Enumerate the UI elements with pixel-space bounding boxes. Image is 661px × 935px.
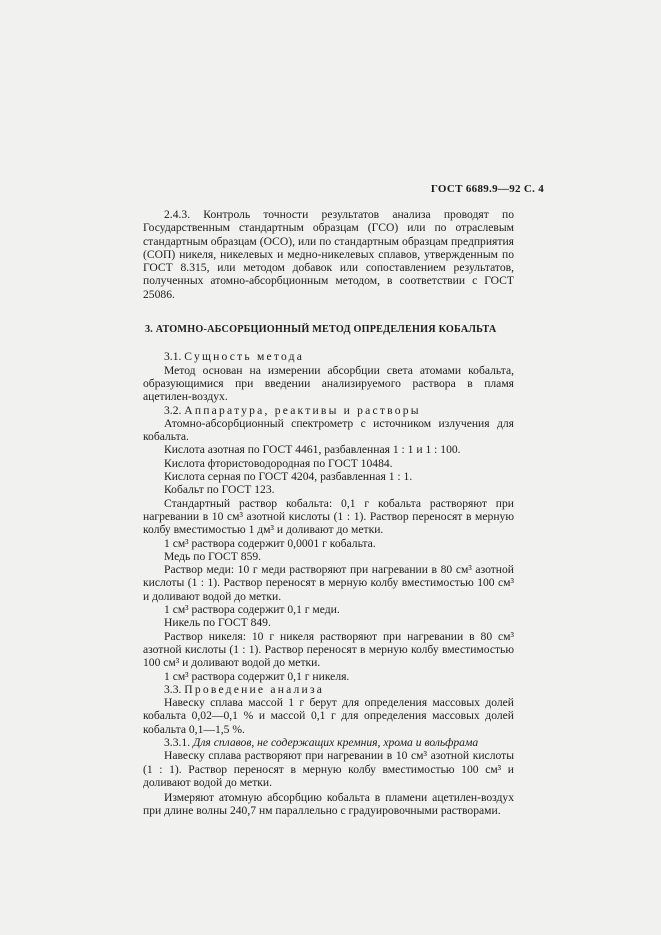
subsection-3-2-title: Аппаратура, реактивы и растворы [184, 403, 421, 417]
subsection-3-2-number: 3.2. [164, 403, 182, 417]
subsection-3-3-text: Навеску сплава массой 1 г берут для определения массовых долей кобальта 0,02—0,1 % и массой 0,1 г для определения массовых долей кобальта 0,1—1,5 %. [143, 696, 514, 736]
subsection-3-3-1-number: 3.3.1. [164, 735, 191, 749]
subsection-3-3-heading [143, 683, 514, 696]
procedure-item: Измеряют атомную абсорбцию кобальта в пламени ацетилен-воздух при длине волны 240,7 нм параллельно с градуировочными растворами. [143, 791, 514, 818]
document-body [143, 208, 514, 818]
reagent-item: 1 см³ раствора содержит 0,1 г меди. [164, 603, 340, 617]
procedure-item: Навеску сплава растворяют при нагревании в 10 см³ азотной кислоты (1 : 1). Раствор переносят в мерную колбу вместимостью 100 см³ и доливают водой до метки. [143, 749, 514, 789]
page-header: ГОСТ 6689.9—92 С. 4 [430, 183, 544, 195]
reagent-item: Стандартный раствор кобальта: 0,1 г кобальта растворяют при нагревании в 10 см³ азотной кислоты (1 : 1). Раствор переносят в мерную колбу вместимостью 1 дм³ и доливают до метки. [143, 496, 514, 537]
reagent-item: Никель по ГОСТ 849. [164, 616, 271, 630]
subsection-3-1-title: Сущность метода [184, 350, 305, 364]
subsection-3-1-text: Метод основан на измерении абсорбции света атомами кобальта, образующимися при введении анализируемого раствора в пламя ацетилен-воздух. [143, 363, 514, 404]
reagent-item: Медь по ГОСТ 859. [164, 549, 262, 563]
subsection-3-3-1-heading [143, 736, 514, 749]
subsection-3-3-1-title: Для сплавов, не содержащих кремния, хрома и вольфрама [193, 735, 479, 749]
subsection-3-1-number: 3.1. [164, 350, 182, 364]
section-3-title: 3. АТОМНО-АБСОРБЦИОННЫЙ МЕТОД ОПРЕДЕЛЕНИЯ КОБАЛЬТА [145, 324, 497, 336]
reagent-item: Кобальт по ГОСТ 123. [164, 483, 275, 497]
subsection-3-3-title: Проведение анализа [184, 682, 325, 696]
subsection-3-3-number: 3.3. [164, 682, 182, 696]
subsection-3-2-heading [143, 404, 514, 417]
reagent-item: Раствор никеля: 10 г никеля растворяют при нагревании в 80 см³ азотной кислоты (1 : 1). Раствор переносят в мерную колбу вместимостью 100 см³ и доливают водой до метки. [143, 629, 514, 670]
reagent-item: 1 см³ раствора содержит 0,1 г никеля. [164, 669, 350, 683]
paragraph-2-4-3: 2.4.3. Контроль точности результатов анализа проводят по Государственным стандартным образцам (ГСО) или по отраслевым стандартным образцам (ОСО), или по стандартным образцам предприятия (СОП) никеля, никелевых и медно-никелевых сплавов, утвержденным по ГОСТ 8.315, или методом добавок или сопоставлением результатов, полученных атомно-абсорбционным методом, в соответствии с ГОСТ 25086. [143, 208, 514, 301]
reagent-item: Кислота азотная по ГОСТ 4461, разбавленная 1 : 1 и 1 : 100. [164, 443, 461, 457]
reagent-item: Кислота фтористоводородная по ГОСТ 10484. [164, 456, 393, 470]
reagent-item: Раствор меди: 10 г меди растворяют при нагревании в 80 см³ азотной кислоты (1 : 1). Раствор переносят в мерную колбу вместимостью 100 см³ и доливают водой до метки. [143, 563, 514, 603]
subsection-3-1-heading [143, 350, 514, 363]
reagent-item: Кислота серная по ГОСТ 4204, разбавленная 1 : 1. [164, 470, 413, 484]
reagent-item: Атомно-абсорбционный спектрометр с источником излучения для кобальта. [143, 416, 514, 444]
reagent-item: 1 см³ раствора содержит 0,0001 г кобальта. [164, 536, 376, 550]
